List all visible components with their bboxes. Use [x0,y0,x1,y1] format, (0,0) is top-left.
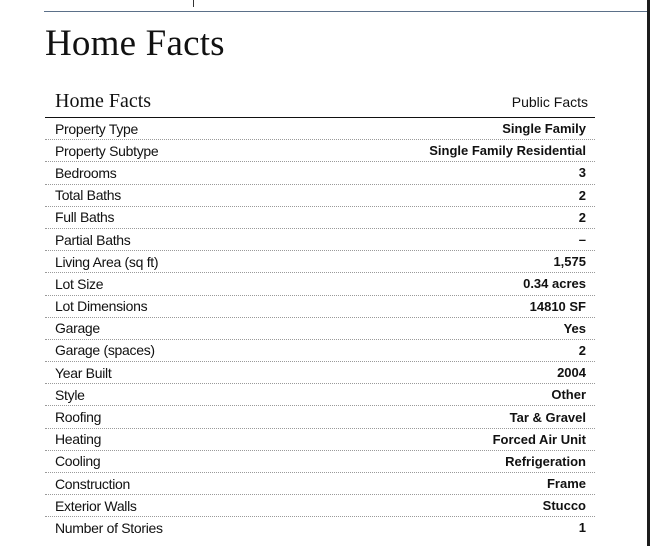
fact-value: 2004 [557,365,586,381]
table-source-label: Public Facts [511,94,588,110]
table-row [45,296,595,318]
fact-value: Frame [546,476,586,492]
fact-label: Lot Size [55,275,104,292]
table-header [45,86,595,118]
top-divider-tick [193,0,194,7]
fact-label: Living Area (sq ft) [55,253,159,270]
table-row [45,451,595,473]
table-row [45,207,595,229]
fact-label: Roofing [55,409,102,426]
table-row [45,318,595,340]
table-row [45,185,595,207]
fact-label: Construction [55,475,130,492]
fact-value: 2 [578,342,586,358]
fact-label: Cooling [55,453,101,470]
fact-label: Lot Dimensions [55,298,148,315]
fact-label: Year Built [55,364,112,381]
fact-label: Style [55,386,85,403]
fact-value: Refrigeration [505,453,586,469]
table-row [45,473,595,495]
table-row [45,140,595,162]
table-row [45,273,595,295]
table-row [45,340,595,362]
fact-value: Single Family Residential [429,143,586,159]
fact-label: Total Baths [55,187,121,204]
fact-value: 1,575 [553,254,586,270]
fact-label: Partial Baths [55,231,131,248]
home-facts-table [45,86,595,539]
fact-value: 1 [578,520,586,536]
table-row [45,406,595,428]
table-row [45,251,595,273]
fact-label: Full Baths [55,209,115,226]
fact-value: 2 [578,187,586,203]
table-row [45,362,595,384]
fact-label: Garage (spaces) [55,342,155,359]
fact-value: 14810 SF [529,298,586,314]
fact-label: Number of Stories [55,519,163,536]
fact-value: Other [551,387,586,403]
fact-value: 0.34 acres [523,276,586,292]
top-divider-line [44,11,650,12]
fact-value: 2 [578,209,586,225]
table-row [45,118,595,140]
table-row [45,384,595,406]
fact-value: Tar & Gravel [509,409,586,425]
fact-value: 3 [578,165,586,181]
fact-value: – [578,232,586,248]
table-row [45,495,595,517]
fact-label: Property Subtype [55,142,159,159]
fact-label: Property Type [55,120,138,137]
table-row [45,229,595,251]
table-row [45,517,595,538]
page-title: Home Facts [45,23,225,64]
fact-label: Garage [55,320,100,337]
table-row [45,429,595,451]
fact-value: Forced Air Unit [492,431,586,447]
table-row [45,162,595,184]
fact-value: Single Family [502,121,586,137]
fact-value: Yes [563,320,586,336]
fact-label: Exterior Walls [55,497,137,514]
fact-label: Heating [55,431,102,448]
fact-label: Bedrooms [55,164,117,181]
table-rows [45,118,595,539]
fact-value: Stucco [542,498,586,514]
table-title: Home Facts [55,90,152,112]
